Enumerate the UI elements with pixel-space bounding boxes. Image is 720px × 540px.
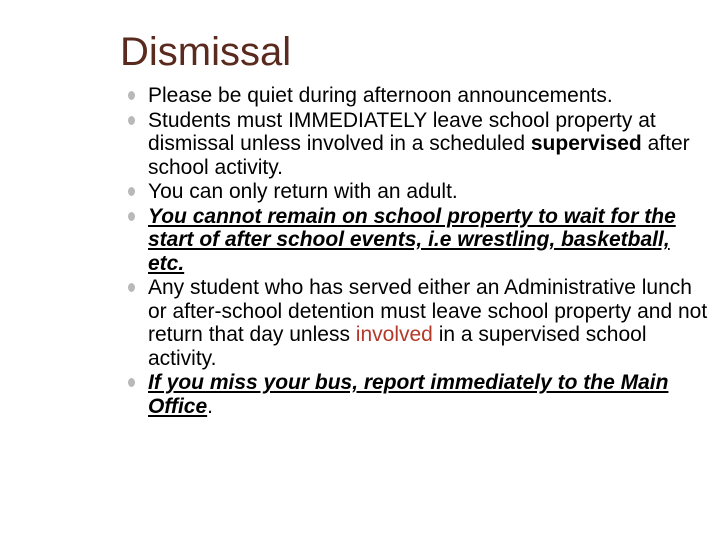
bullet-dot-icon [128,212,135,221]
item-emphasized-text: You cannot remain on school property to wait for the start of after school events, i.e wrestling, basketball, etc. [148,204,676,275]
item-text: Students must IMMEDIATELY leave school property at dismissal unless involved in a scheduled [148,108,656,155]
list-item [128,205,708,276]
bullet-dot-icon [128,91,135,100]
list-item [128,371,708,418]
bullet-dot-icon [128,283,135,292]
bullet-dot-icon [128,378,135,387]
item-text: You can only return with an adult. [148,180,458,203]
list-item [128,276,708,370]
bullet-dot-icon [128,116,135,125]
item-highlight-text: involved [355,323,433,346]
item-bold-text: supervised [530,132,642,155]
item-text-end: in a supervised school activity. [148,323,647,370]
list-item [128,84,708,108]
bullet-dot-icon [128,187,135,196]
item-text-end: after school activity. [148,132,690,179]
slide-title: Dismissal [120,30,292,74]
item-text: Please be quiet during afternoon announcements. [148,84,613,107]
item-text: Any student who has served either an Administrative lunch or after-school detention must leave school property and not return that day unless [148,276,708,346]
item-text-end: . [207,394,213,418]
list-item [128,109,708,180]
item-emphasized-text: If you miss your bus, report immediately to the Main Office [148,371,669,418]
bullet-list [128,84,708,419]
list-item [128,180,708,204]
